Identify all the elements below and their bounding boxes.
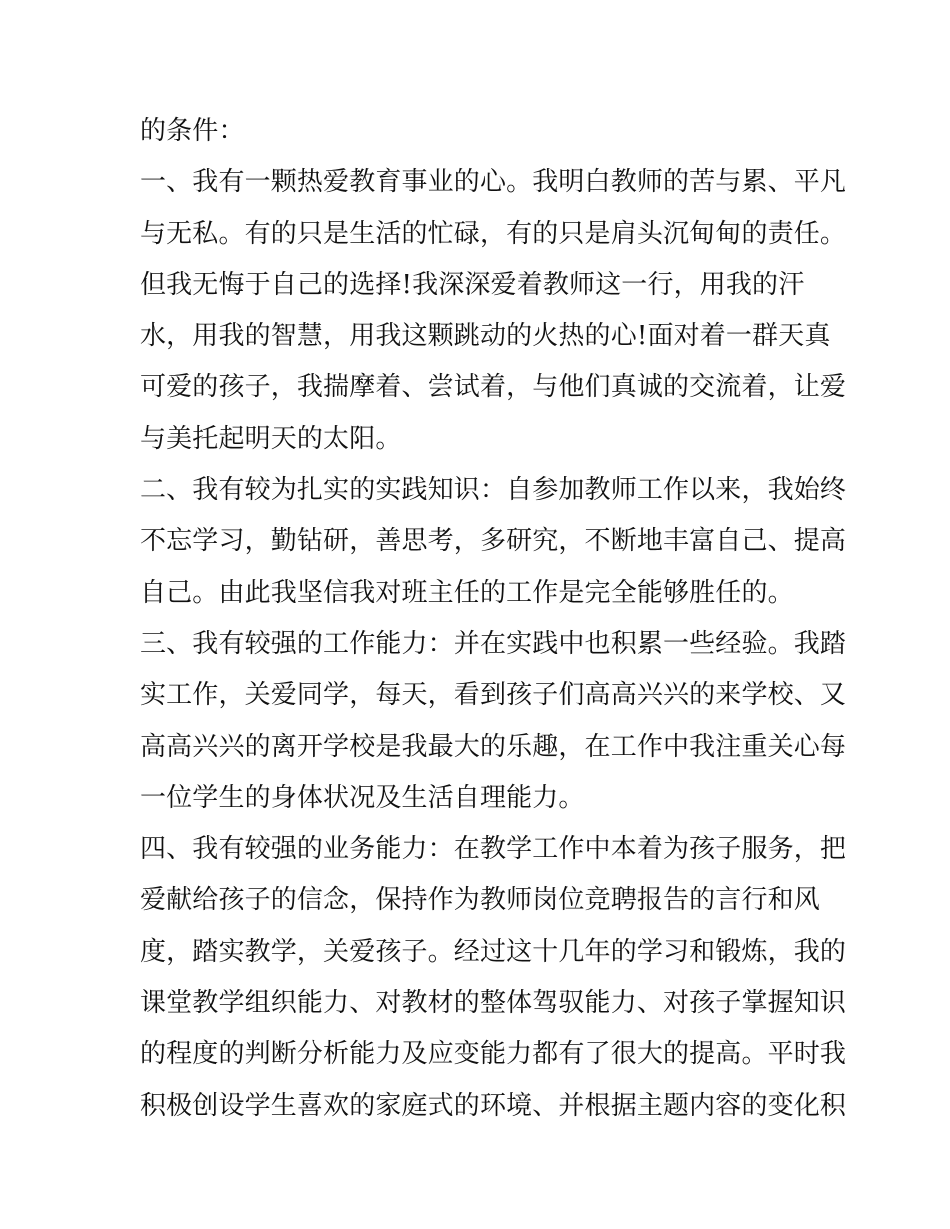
- text-line: 爱献给孩子的信念，保持作为教师岗位竞聘报告的言行和风: [140, 885, 820, 916]
- text-line: 度，踏实教学，关爱孩子。经过这十几年的学习和锻炼，我的: [140, 936, 847, 967]
- text-line: 课堂教学组织能力、对教材的整体驾驭能力、对孩子掌握知识: [140, 988, 847, 1019]
- text-line: 二、我有较为扎实的实践知识：自参加教师工作以来，我始终: [140, 475, 847, 506]
- text-line: 自己。由此我坚信我对班主任的工作是完全能够胜任的。: [140, 577, 794, 608]
- text-line: 的条件：: [140, 116, 245, 146]
- text-line: 不忘学习，勤钻研，善思考，多研究，不断地丰富自己、提高: [140, 526, 847, 557]
- text-line: 积极创设学生喜欢的家庭式的环境、并根据主题内容的变化积: [140, 1090, 847, 1121]
- text-line: 的程度的判断分析能力及应变能力都有了很大的提高。平时我: [140, 1039, 847, 1070]
- text-line: 与美托起明天的太阳。: [140, 423, 402, 454]
- text-line: 四、我有较强的业务能力：在教学工作中本着为孩子服务，把: [140, 834, 847, 865]
- document-body: [140, 106, 847, 1132]
- text-line: 水，用我的智慧，用我这颗跳动的火热的心!面对着一群天真: [140, 321, 831, 352]
- text-line: 高高兴兴的离开学校是我最大的乐趣，在工作中我注重关心每: [140, 731, 847, 762]
- text-line: 但我无悔于自己的选择!我深深爱着教师这一行，用我的汗: [140, 269, 805, 300]
- text-line: 与无私。有的只是生活的忙碌，有的只是肩头沉甸甸的责任。: [140, 218, 847, 249]
- text-line: 三、我有较强的工作能力：并在实践中也积累一些经验。我踏: [140, 628, 847, 659]
- text-line: 可爱的孩子，我揣摩着、尝试着，与他们真诚的交流着，让爱: [140, 372, 847, 403]
- text-line: 一位学生的身体状况及生活自理能力。: [140, 782, 585, 813]
- text-line: 实工作，关爱同学，每天，看到孩子们高高兴兴的来学校、又: [140, 680, 847, 711]
- text-line: 一、我有一颗热爱教育事业的心。我明白教师的苦与累、平凡: [140, 167, 847, 198]
